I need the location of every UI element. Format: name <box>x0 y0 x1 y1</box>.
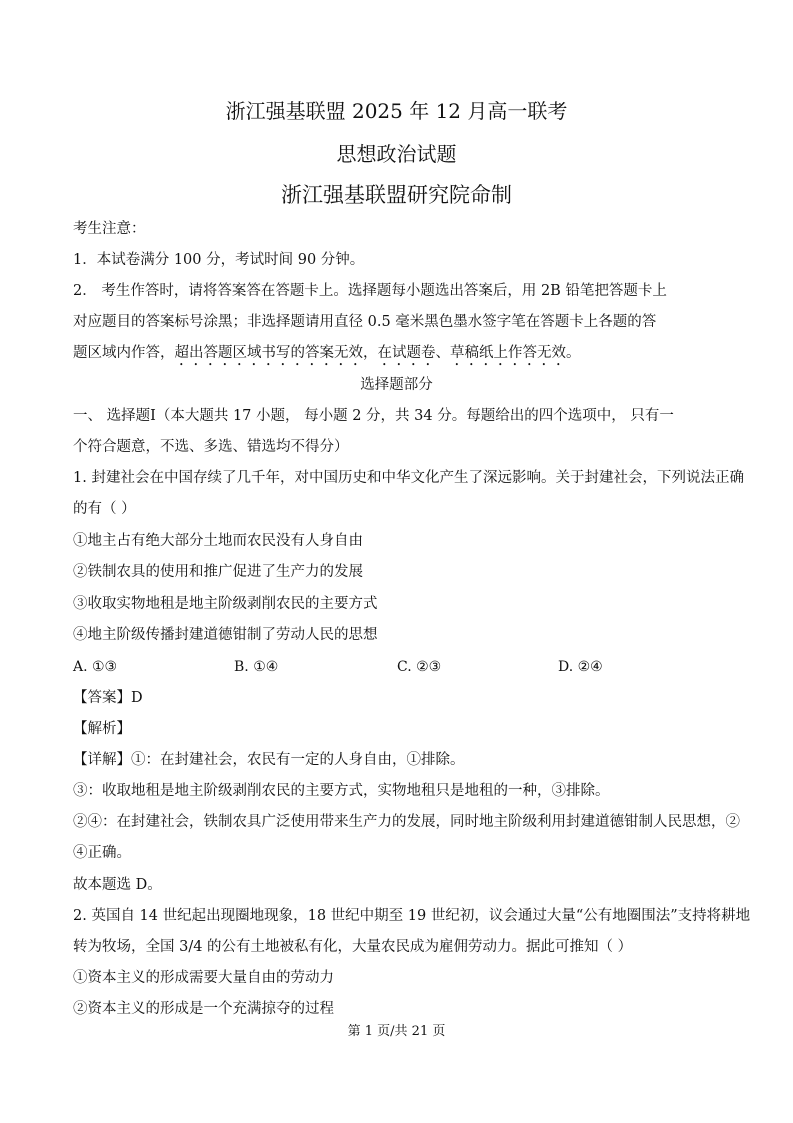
q1-conclusion: 故本题选 D。 <box>73 877 162 893</box>
q2-statement-1: ①资本主义的形成需要大量自由的劳动力 <box>73 970 334 986</box>
q1-detail-line-2: ③：收取地租是地主阶级剥削农民的主要方式，实物地租只是地租的一种，③排除。 <box>73 783 610 799</box>
notice-item-1: 1．本试卷满分 100 分，考试时间 90 分钟。 <box>73 252 365 268</box>
q1-option-a: A. ①③ <box>73 659 118 675</box>
notice-item-2-line-3 <box>73 343 731 369</box>
notice-item-2-line-1: 2． 考生作答时，请将答案答在答题卡上。选择题每小题选出答案后，用 2B 铅笔把答题卡上 <box>73 283 667 299</box>
q2-stem-line-2: 转为牧场，全国 3/4 的公有土地被私有化，大量农民成为雇佣劳动力。据此可推知（ ） <box>73 939 633 955</box>
q2-stem-line-1: 2. 英国自 14 世纪起出现圈地现象，18 世纪中期至 19 世纪初，议会通过大量“公有地圈围法”支持将耕地 <box>73 908 751 924</box>
part1-instructions-line-2: 个符合题意，不选、多选、错选均不得分） <box>73 439 349 455</box>
exam-title: 浙江强基联盟 2025 年 12 月高一联考 <box>225 99 568 123</box>
q1-statement-2: ②铁制农具的使用和推广促进了生产力的发展 <box>73 564 363 580</box>
q1-statement-4: ④地主阶级传播封建道德钳制了劳动人民的思想 <box>73 627 378 643</box>
notice-heading: 考生注意： <box>73 221 146 237</box>
q1-detail-line-4: ④正确。 <box>73 845 131 861</box>
author-title: 浙江强基联盟研究院命制 <box>281 183 512 207</box>
subject-title: 思想政治试题 <box>336 142 457 166</box>
q1-stem-line-1: 1. 封建社会在中国存续了几千年，对中国历史和中华文化产生了深远影响。关于封建社会，下列说法正确 <box>73 470 744 486</box>
notice-item-2-plain: 题区域内作答， <box>73 345 175 361</box>
q1-detail-line-3: ②④：在封建社会，铁制农具广泛使用带来生产力的发展，同时地主阶级利用封建道德钳制人民思想，② <box>73 814 740 830</box>
q1-statement-3: ③收取实物地租是地主阶级剥削农民的主要方式 <box>73 596 378 612</box>
q1-stem-line-2: 的有（ ） <box>73 501 136 517</box>
part1-instructions-line-1: 一、 选择题Ⅰ（本大题共 17 小题， 每小题 2 分，共 34 分。每题给出的四个选项中， 只有一 <box>73 408 674 424</box>
q1-options <box>73 657 733 677</box>
q1-option-c: C. ②③ <box>397 659 442 675</box>
page-footer: 第 1 页/共 21 页 <box>347 1024 446 1039</box>
q1-answer: 【答案】D <box>73 690 143 706</box>
section-title: 选择题部分 <box>360 377 433 393</box>
q2-statement-2: ②资本主义的形成是一个充满掠夺的过程 <box>73 1001 334 1017</box>
q1-detail-line-1: 【详解】①：在封建社会，农民有一定的人身自由，①排除。 <box>73 752 465 768</box>
q1-option-d: D. ②④ <box>558 659 603 675</box>
notice-item-2-line-2: 对应题目的答案标号涂黑；非选择题请用直径 0.5 毫米黑色墨水签字笔在答题卡上各题的答 <box>73 314 657 330</box>
notice-item-2-emphasis: 超出答题区域书写的答案无效，在试题卷、草稿纸上作答无效。 <box>174 345 581 361</box>
q1-statement-1: ①地主占有绝大部分土地而农民没有人身自由 <box>73 533 363 549</box>
q1-option-b: B. ①④ <box>234 659 279 675</box>
q1-analysis-heading: 【解析】 <box>73 721 131 737</box>
